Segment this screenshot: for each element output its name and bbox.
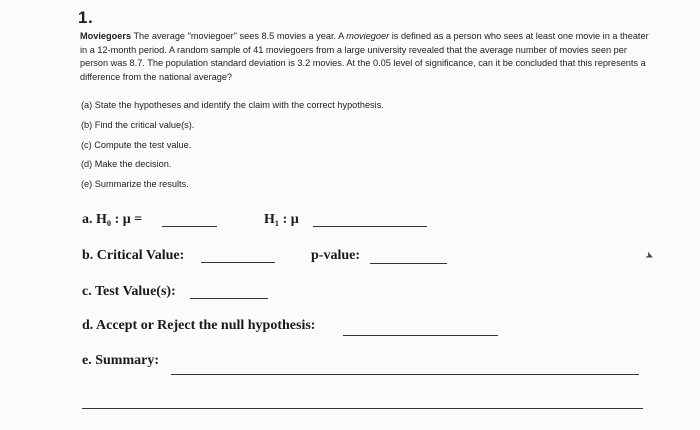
decision-label: d. Accept or Reject the null hypothesis: [82, 318, 316, 333]
task-item-d: (d) Make the decision. [81, 159, 172, 170]
p-value-blank[interactable] [370, 263, 447, 264]
problem-title: Moviegoers [80, 31, 132, 41]
task-item-a: (a) State the hypotheses and identify the claim with the correct hypothesis. [81, 100, 384, 110]
alt-hypothesis-blank[interactable] [313, 226, 427, 227]
problem-statement [80, 30, 655, 84]
p-value-label: p-value: [311, 248, 360, 263]
null-hypothesis-blank[interactable] [162, 226, 217, 227]
alt-hypothesis-label: H₁ : μ [264, 212, 299, 227]
stray-mark-icon: ➤ [643, 249, 656, 264]
critical-value-label: b. Critical Value: [82, 248, 185, 263]
decision-blank[interactable] [343, 335, 498, 336]
test-value-label: c. Test Value(s): [82, 284, 176, 299]
summary-blank-line2[interactable] [82, 408, 643, 409]
test-value-blank[interactable] [190, 298, 268, 299]
task-list [81, 96, 384, 195]
null-hypothesis-label: a. H₀ : μ = [82, 212, 143, 227]
task-item-e: (e) Summarize the results. [81, 179, 189, 190]
problem-text-part1: The average "moviegoer" sees 8.5 movies a year. A [131, 31, 347, 41]
summary-label: e. Summary: [82, 353, 159, 368]
summary-blank-line1[interactable] [171, 374, 639, 375]
problem-term: moviegoer [346, 31, 390, 41]
question-number: 1. [78, 8, 94, 27]
task-item-c: (c) Compute the test value. [81, 139, 192, 150]
task-item-b: (b) Find the critical value(s). [81, 119, 195, 130]
problem-text-part2: is defined as a person who sees at least one movie in a theater in a 12-month period. A random sample of 41 moviegoers from a large university revealed that the average number of movies seen per person was 8.7. The population standard deviation is 3.2 movies. At the 0.05 level of significance, can it be concluded that this represents a difference from the national average? [80, 31, 649, 82]
critical-value-blank[interactable] [201, 262, 275, 263]
